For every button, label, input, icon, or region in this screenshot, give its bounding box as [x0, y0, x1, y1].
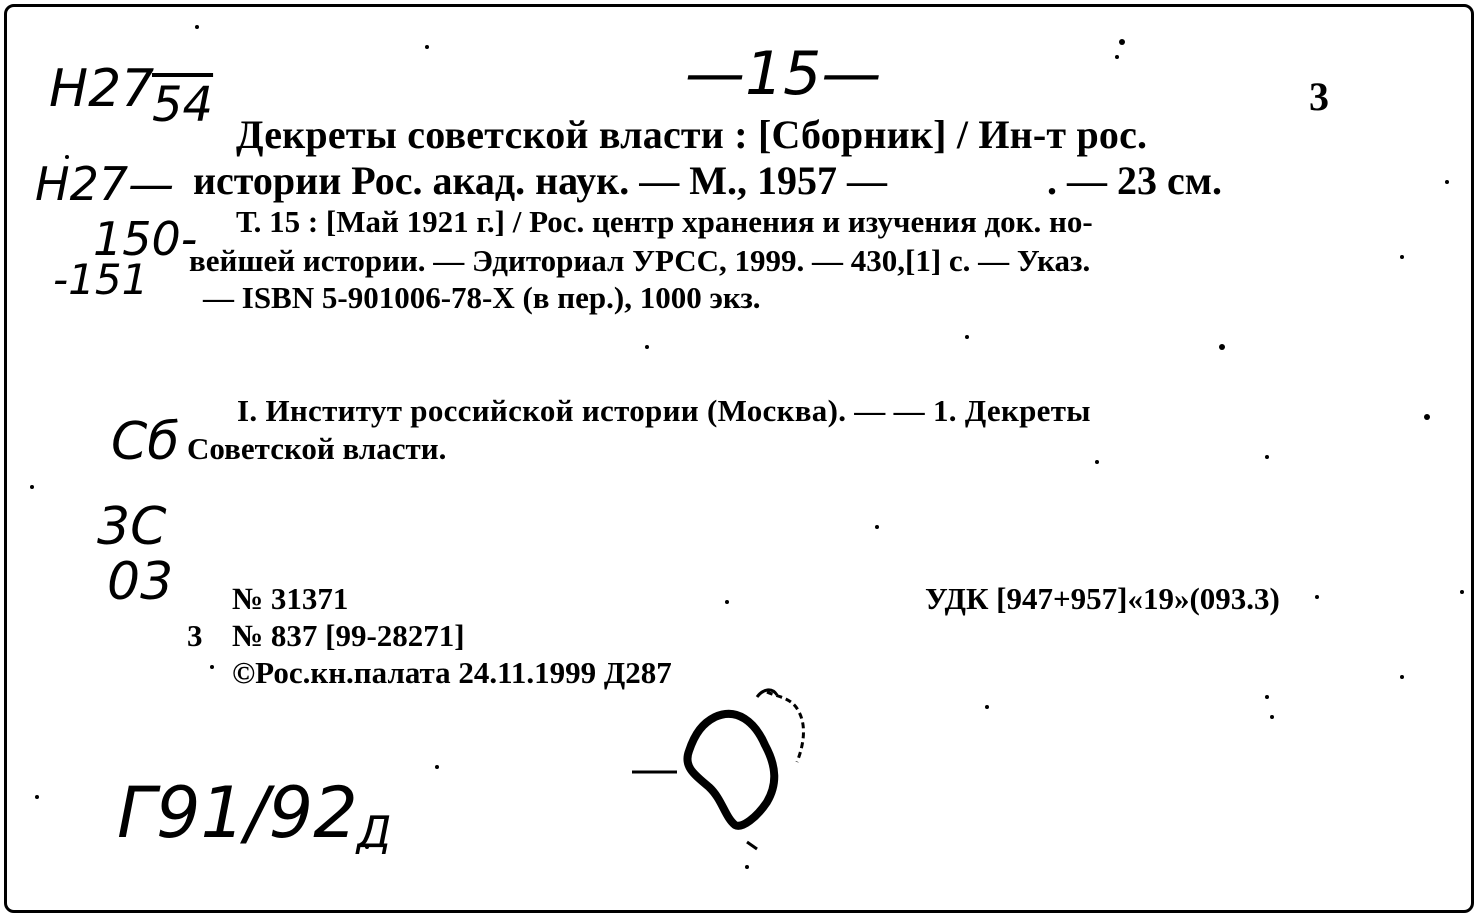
left-digit: 3	[187, 618, 203, 653]
handwritten-number-15: —15—	[685, 39, 882, 109]
volume-line-2: вейшей истории. — Эдиториал УРСС, 1999. — 430,[1] с. — Указ.	[189, 243, 1091, 278]
handwritten-h27-dash: H27—	[35, 157, 175, 211]
title-line-1: Декреты советской власти : [Сборник] / Ин-т рос.	[236, 112, 1148, 157]
volume-line-1: Т. 15 : [Май 1921 г.] / Рос. центр хранения и изучения док. но-	[236, 204, 1093, 239]
inventory-number: № 31371	[232, 581, 349, 616]
title-line-2-end: . — 23 см.	[1047, 158, 1222, 203]
handwritten-g91-92: Г91/92	[117, 772, 358, 854]
handwritten-cb: Сб	[111, 412, 180, 472]
entry-line-2: Советской власти.	[187, 431, 447, 466]
handwritten-h27: H27	[49, 59, 155, 119]
handwritten-03: 03	[107, 552, 174, 612]
udk-code: УДК [947+957]«19»(093.3)	[925, 581, 1280, 616]
handwritten-150: 150-	[93, 212, 198, 266]
handwritten-h27-sub: 54	[152, 77, 214, 133]
ink-blob-mark	[617, 667, 837, 867]
entry-line-1: I. Институт российской истории (Москва). — — 1. Декреты	[237, 393, 1091, 428]
handwritten-151: -151	[53, 255, 149, 304]
catalog-card	[4, 4, 1474, 913]
volume-line-3: — ISBN 5-901006-78-X (в пер.), 1000 экз.	[203, 280, 761, 315]
registry-number: № 837 [99-28271]	[232, 618, 465, 653]
handwritten-3c: 3С	[97, 497, 167, 557]
title-line-2: истории Рос. акад. наук. — М., 1957 —	[193, 158, 887, 203]
handwritten-d: Д	[357, 807, 392, 858]
copyright-line: ©Рос.кн.палата 24.11.1999 Д287	[232, 655, 672, 690]
page-number: 3	[1309, 74, 1329, 119]
